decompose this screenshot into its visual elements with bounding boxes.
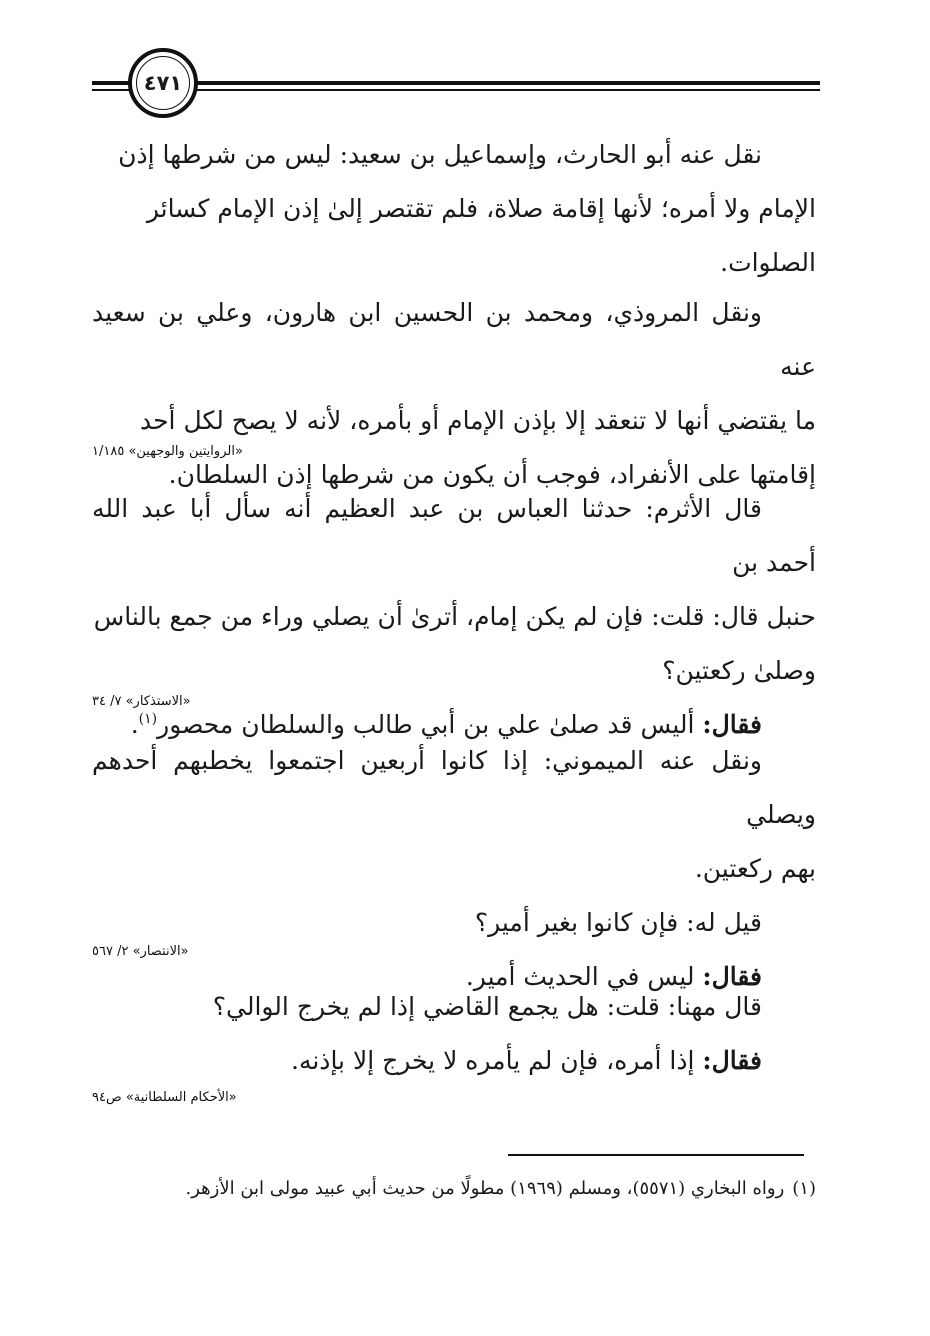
text-line: ونقل عنه الميموني: إذا كانوا أربعين اجتمعوا يخطبهم أحدهم ويصلي	[92, 746, 816, 829]
paragraph-4	[92, 734, 816, 1004]
paragraph-2	[92, 286, 816, 502]
footnote-ref[interactable]: (١)	[138, 711, 158, 727]
text-line: الإمام ولا أمره؛ لأنها إقامة صلاة، فلم تقتصر إلىٰ إذن الإمام كسائر	[146, 194, 816, 223]
page-header	[92, 44, 820, 124]
header-rule-left-thin	[92, 89, 132, 91]
source-citation: «الروايتين والوجهين» ١/١٨٥	[92, 444, 243, 459]
header-rule	[192, 81, 820, 85]
answer-label: فقال:	[702, 962, 762, 991]
source-citation: «الاستذكار» ٧/ ٣٤	[92, 694, 191, 709]
text-line: قال الأثرم: حدثنا العباس بن عبد العظيم أنه سأل أبا عبد الله أحمد بن	[92, 494, 816, 577]
footnote-number: (١)	[792, 1178, 816, 1199]
answer-label: فقال:	[702, 1046, 762, 1075]
text-line: ما يقتضي أنها لا تنعقد إلا بإذن الإمام أو بأمره، لأنه لا يصح لكل أحد	[139, 406, 816, 435]
header-rule-left	[92, 81, 132, 85]
page-number-medallion	[128, 48, 198, 118]
source-citation: «الانتصار» ٢/ ٥٦٧	[92, 944, 189, 959]
text-line: حنبل قال: قلت: فإن لم يكن إمام، أترىٰ أن يصلي وراء من جمع بالناس	[93, 602, 816, 631]
text-line: بهم ركعتين.	[694, 854, 816, 883]
answer-end: .	[130, 710, 139, 739]
footnote-separator	[508, 1154, 804, 1156]
question-line: قال مهنا: قلت: هل يجمع القاضي إذا لم يخرج الوالي؟	[212, 992, 762, 1021]
answer-label: فقال:	[702, 710, 762, 739]
source-citation: «الأحكام السلطانية» ص٩٤	[92, 1090, 237, 1105]
answer-line	[92, 1034, 816, 1088]
text-line: الصلوات.	[720, 248, 816, 277]
text-line: إقامتها على الأنفراد، فوجب أن يكون من شرطها إذن السلطان.	[168, 460, 816, 489]
header-rule-thin	[192, 89, 820, 91]
page-number: ٤٧١	[136, 56, 190, 110]
answer-text: ليس في الحديث أمير.	[465, 962, 703, 991]
paragraph-1	[92, 128, 816, 290]
footnote-text: رواه البخاري (٥٥٧١)، ومسلم (١٩٦٩) مطولًا من حديث أبي عبيد مولى ابن الأزهر.	[185, 1178, 785, 1199]
text-line: ونقل المروذي، ومحمد بن الحسين ابن هارون، وعلي بن سعيد عنه	[92, 298, 816, 381]
text-line: نقل عنه أبو الحارث، وإسماعيل بن سعيد: ليس من شرطها إذن	[118, 140, 762, 169]
question-line: قيل له: فإن كانوا بغير أمير؟	[474, 908, 762, 937]
footnote	[92, 1170, 816, 1208]
text-line: وصلىٰ ركعتين؟	[662, 656, 816, 685]
answer-text: أليس قد صلىٰ علي بن أبي طالب والسلطان محصور	[157, 710, 703, 739]
paragraph-5	[92, 980, 816, 1088]
answer-text: إذا أمره، فإن لم يأمره لا يخرج إلا بإذنه.	[291, 1046, 703, 1075]
